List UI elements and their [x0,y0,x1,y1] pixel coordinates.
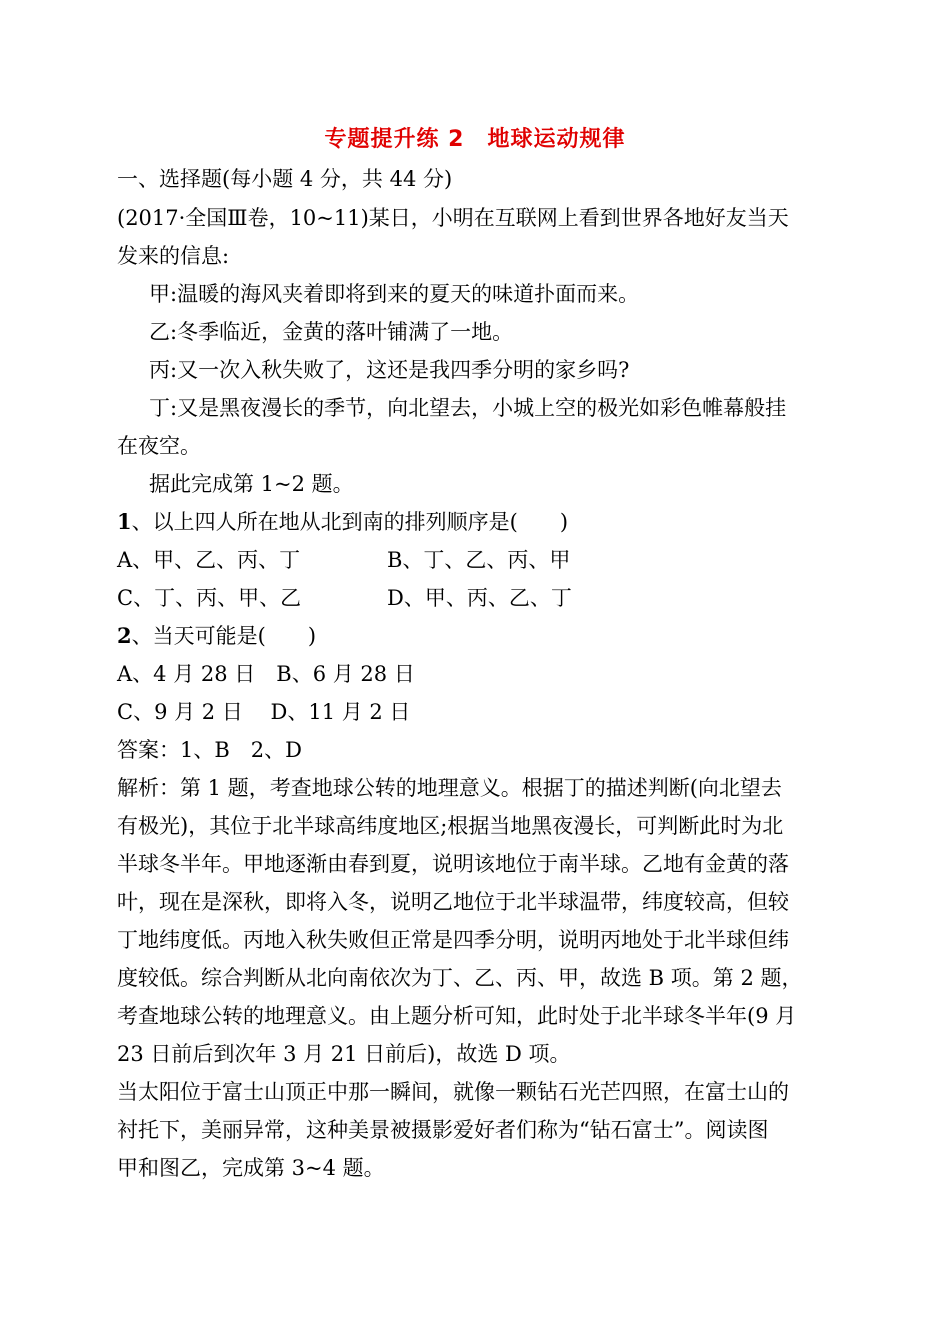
question-1 [117,507,837,537]
question-1-number: 1 [117,509,132,534]
message-ding-line-2: 在夜空。 [117,434,201,458]
analysis-line-4: 叶，现在是深秋，即将入冬，说明乙地位于北半球温带，纬度较高，但较 [117,890,789,914]
analysis-line-7: 考查地球公转的地理意义。由上题分析可知，此时处于北半球冬半年(9 月 [117,1004,797,1028]
passage-line-2: 衬托下，美丽异常，这种美景被摄影爱好者们称为“钻石富士”。阅读图 [117,1118,769,1142]
q2-options-row-1: A、4 月 28 日 B、6 月 28 日 [117,662,415,686]
question-2-stem: 、当天可能是( ) [131,624,317,648]
q1-option-b: B、丁、乙、丙、甲 [387,548,571,572]
analysis-line-5: 丁地纬度低。丙地入秋失败但正常是四季分明，说明丙地处于北半球但纬 [117,928,789,952]
message-yi: 乙:冬季临近，金黄的落叶铺满了一地。 [149,320,514,344]
analysis-line-2: 有极光)，其位于北半球高纬度地区;根据当地黑夜漫长，可判断此时为北 [117,814,784,838]
q1-option-d: D、甲、丙、乙、丁 [387,586,572,610]
instruction: 据此完成第 1~2 题。 [149,472,354,496]
analysis-line-3: 半球冬半年。甲地逐渐由春到夏，说明该地位于南半球。乙地有金黄的落 [117,852,789,876]
passage-line-3: 甲和图乙，完成第 3~4 题。 [117,1156,385,1180]
message-jia: 甲:温暖的海风夹着即将到来的夏天的味道扑面而来。 [149,282,640,306]
intro-line-2: 发来的信息: [117,244,230,268]
passage-line-1: 当太阳位于富士山顶正中那一瞬间，就像一颗钻石光芒四照，在富士山的 [117,1080,789,1104]
message-ding-line-1: 丁:又是黑夜漫长的季节，向北望去，小城上空的极光如彩色帷幕般挂 [149,396,787,420]
intro-line-1: (2017·全国Ⅲ卷，10~11)某日，小明在互联网上看到世界各地好友当天 [117,206,789,230]
question-2-number: 2 [117,623,132,648]
q1-option-a: A、甲、乙、丙、丁 [117,548,301,572]
message-bing: 丙:又一次入秋失败了，这还是我四季分明的家乡吗? [149,358,630,382]
analysis-line-6: 度较低。综合判断从北向南依次为丁、乙、丙、甲，故选 B 项。第 2 题， [117,966,803,990]
analysis-line-1: 解析：第 1 题，考查地球公转的地理意义。根据丁的描述判断(向北望去 [117,776,782,800]
page-title: 专题提升练 2 地球运动规律 [324,127,626,152]
answer-line: 答案：1、B 2、D [117,738,302,762]
q2-options-row-2: C、9 月 2 日 D、11 月 2 日 [117,700,411,724]
question-2 [117,621,837,651]
section-heading: 一、选择题(每小题 4 分，共 44 分) [117,167,453,191]
q1-option-c: C、丁、丙、甲、乙 [117,586,302,610]
analysis-line-8: 23 日前后到次年 3 月 21 日前后)，故选 D 项。 [117,1042,571,1066]
question-1-stem: 、以上四人所在地从北到南的排列顺序是( ) [131,510,569,534]
